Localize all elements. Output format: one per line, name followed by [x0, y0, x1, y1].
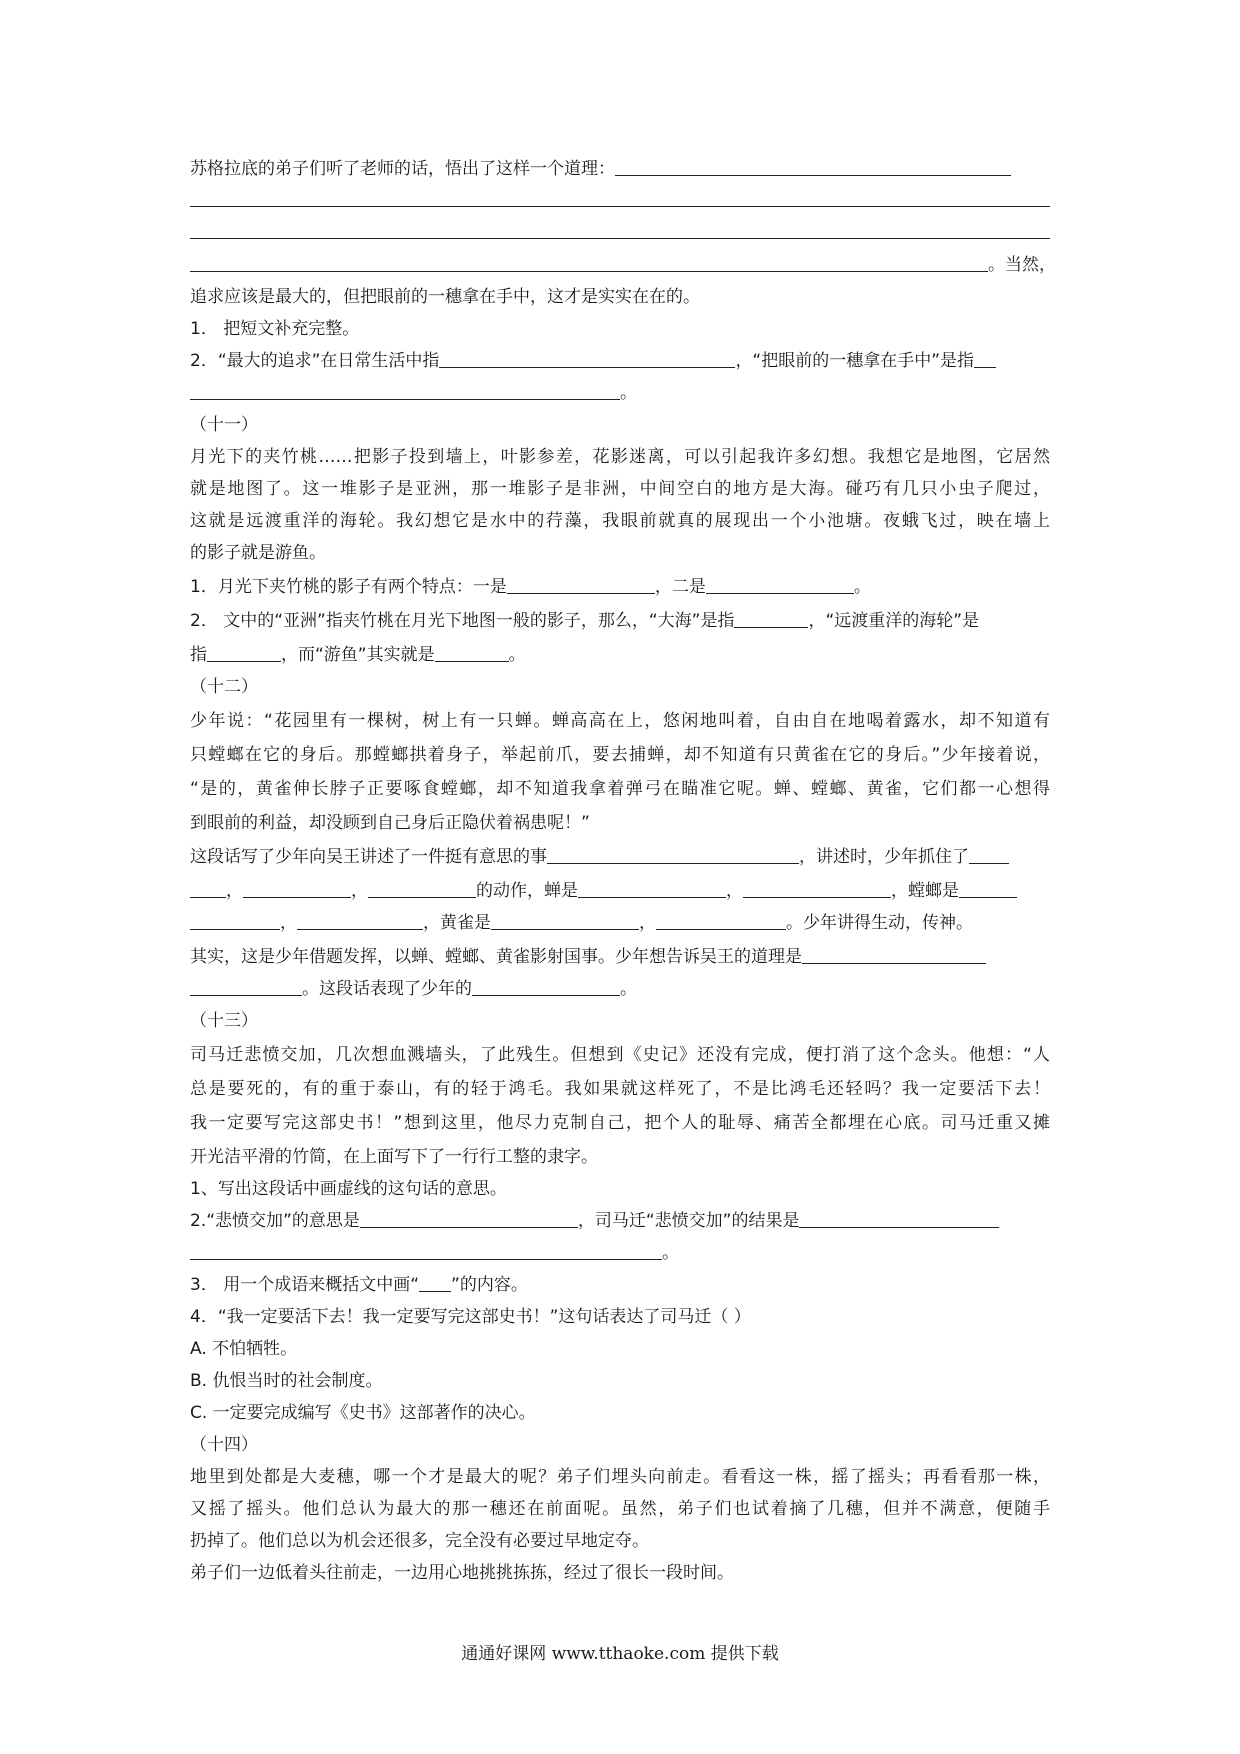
text-line: 弟子们一边低着头往前走，一边用心地挑挑拣拣，经过了很长一段时间。 — [190, 1563, 734, 1583]
text: 其实，这是少年借题发挥，以蝉、螳螂、黄雀影射国事。少年想告诉吴王的道理是 — [190, 947, 802, 967]
answer-blank[interactable] — [706, 576, 854, 594]
answer-blank[interactable] — [974, 350, 996, 368]
answer-blank[interactable] — [472, 978, 620, 996]
page-footer: 通通好课网 www.tthaoke.com 提供下载 — [461, 1644, 779, 1664]
text-line — [190, 846, 1050, 868]
text-line: 只螳螂在它的身后。那螳螂拱着身子，举起前爪，要去捕蝉，却不知道有只黄雀在它的身后。”少年接着说， — [190, 745, 1050, 765]
text: 苏格拉底的弟子们听了老师的话，悟出了这样一个道理： — [190, 159, 615, 179]
answer-blank[interactable] — [656, 912, 786, 930]
text: 。少年讲得生动，传神。 — [786, 913, 973, 933]
text: 。 — [662, 1243, 679, 1263]
text-line — [190, 978, 1050, 1000]
text: 的动作，蝉是 — [476, 881, 578, 901]
text-line: 月光下的夹竹桃……把影子投到墙上，叶影参差，花影迷离，可以引起我许多幻想。我想它是地图，它居然 — [190, 447, 1050, 467]
text-line: 这就是远渡重洋的海轮。我幻想它是水中的荇藻，我眼前就真的展现出一个小池塘。夜蛾飞过，映在墙上 — [190, 511, 1050, 531]
text-line: 我一定要写完这部史书！”想到这里，他尽力克制自己，把个人的耻辱、痛苦全都埋在心底。司马迁重又摊 — [190, 1113, 1050, 1133]
text-line: 的影子就是游鱼。 — [190, 543, 326, 563]
answer-blank[interactable] — [435, 644, 509, 662]
text: 这段话写了少年向吴王讲述了一件挺有意思的事 — [190, 847, 547, 867]
text-line — [190, 880, 1050, 902]
answer-line[interactable] — [190, 238, 1050, 239]
text: 。 — [853, 577, 871, 597]
answer-blank[interactable] — [368, 880, 476, 898]
text: ，“把眼前的一穗拿在手中”是指 — [735, 351, 975, 371]
text: 。当然， — [988, 255, 1056, 275]
text: ，“远渡重洋的海轮”是 — [808, 611, 980, 631]
question — [190, 350, 1050, 372]
answer-blank[interactable] — [419, 1274, 451, 1292]
text: 2．“最大的追求”在日常生活中指 — [190, 351, 440, 371]
section-heading: （十四） — [190, 1435, 258, 1455]
answer-blank[interactable] — [578, 880, 726, 898]
text: 。这段话表现了少年的 — [302, 979, 472, 999]
question — [190, 576, 1050, 598]
text-line: 少年说：“花园里有一棵树，树上有一只蝉。蝉高高在上，悠闲地叫着，自由自在地喝着露水，却不知道有 — [190, 711, 1050, 731]
answer-blank[interactable] — [743, 880, 891, 898]
text: ”的内容。 — [451, 1275, 528, 1295]
text-line — [190, 1242, 1050, 1264]
text-line: 到眼前的利益，却没顾到自己身后正隐伏着祸患呢！” — [190, 813, 590, 833]
text: ， — [639, 913, 656, 933]
text: 2． 文中的“亚洲”指夹竹桃在月光下地图一般的影子，那么，“大海”是指 — [190, 611, 735, 631]
text-line: 总是要死的，有的重于泰山，有的轻于鸿毛。我如果就这样死了，不是比鸿毛还轻吗？我一定要活下去！ — [190, 1079, 1050, 1099]
answer-blank[interactable] — [190, 1242, 662, 1260]
answer-blank[interactable] — [802, 946, 986, 964]
text: ，司马迁“悲愤交加”的结果是 — [577, 1211, 800, 1231]
answer-line[interactable] — [190, 206, 1050, 207]
answer-blank[interactable] — [491, 912, 639, 930]
question — [190, 1274, 1050, 1296]
text: ，而“游鱼”其实就是 — [281, 645, 435, 665]
section-heading: （十一） — [190, 415, 258, 435]
section-heading: （十二） — [190, 677, 258, 697]
text: ，螳螂是 — [891, 881, 959, 901]
text: ， — [280, 913, 297, 933]
answer-blank[interactable] — [207, 644, 281, 662]
choice-option[interactable]: C. 一定要完成编写《史书》这部著作的决心。 — [190, 1403, 536, 1423]
question — [190, 610, 1050, 632]
text: 。 — [620, 979, 637, 999]
text: 。 — [620, 383, 637, 403]
text-line: 就是地图了。这一堆影子是亚洲，那一堆影子是非洲，中间空白的地方是大海。碰巧有几只小虫子爬过， — [190, 479, 1050, 499]
answer-blank[interactable] — [615, 158, 1011, 176]
answer-blank[interactable] — [190, 880, 226, 898]
text-line — [190, 254, 1056, 276]
text-line: 司马迁悲愤交加，几次想血溅墙头，了此残生。但想到《史记》还没有完成，便打消了这个念头。他想：“人 — [190, 1045, 1050, 1065]
text: ， — [226, 881, 243, 901]
text: ，黄雀是 — [423, 913, 491, 933]
text-line: 又摇了摇头。他们总认为最大的那一穗还在前面呢。虽然，弟子们也试着摘了几穗，但并不满意，便随手 — [190, 1499, 1050, 1519]
text-line: 追求应该是最大的，但把眼前的一穗拿在手中，这才是实实在在的。 — [190, 287, 700, 307]
text-line — [190, 912, 1050, 934]
text: 1．月光下夹竹桃的影子有两个特点：一是 — [190, 577, 507, 597]
text-line: 开光洁平滑的竹简，在上面写下了一行行工整的隶字。 — [190, 1147, 598, 1167]
text: 指 — [190, 645, 207, 665]
text: ，讲述时，少年抓住了 — [799, 847, 969, 867]
answer-blank[interactable] — [439, 350, 735, 368]
text-line: 扔掉了。他们总以为机会还很多，完全没有必要过早地定夺。 — [190, 1531, 649, 1551]
answer-blank[interactable] — [507, 576, 655, 594]
answer-blank[interactable] — [190, 382, 620, 400]
text: ， — [726, 881, 743, 901]
text-line — [190, 644, 1050, 666]
choice-option[interactable]: B. 仇恨当时的社会制度。 — [190, 1371, 383, 1391]
question: 1、写出这段话中画虚线的这句话的意思。 — [190, 1179, 507, 1199]
text: 3． 用一个成语来概括文中画“ — [190, 1275, 420, 1295]
text: 2.“悲愤交加”的意思是 — [190, 1211, 360, 1231]
text-line: “是的，黄雀伸长脖子正要啄食螳螂，却不知道我拿着弹弓在瞄准它呢。蝉、螳螂、黄雀，它们都一心想得 — [190, 779, 1050, 799]
text-line — [190, 158, 1050, 180]
answer-blank[interactable] — [799, 1210, 999, 1228]
question: 4．“我一定要活下去！我一定要写完这部史书！”这句话表达了司马迁（ ） — [190, 1307, 751, 1327]
answer-blank[interactable] — [297, 912, 423, 930]
answer-blank[interactable] — [190, 912, 280, 930]
answer-blank[interactable] — [734, 610, 808, 628]
question — [190, 1210, 1050, 1232]
answer-blank[interactable] — [360, 1210, 578, 1228]
text-line — [190, 382, 1050, 404]
answer-blank[interactable] — [547, 846, 799, 864]
answer-blank[interactable] — [190, 978, 302, 996]
answer-blank[interactable] — [959, 880, 1017, 898]
choice-option[interactable]: A. 不怕牺牲。 — [190, 1339, 298, 1359]
answer-blank[interactable] — [969, 846, 1009, 864]
question: 1． 把短文补充完整。 — [190, 319, 360, 339]
text: ， — [351, 881, 368, 901]
text: ，二是 — [654, 577, 706, 597]
answer-blank[interactable] — [243, 880, 351, 898]
text-line — [190, 946, 1050, 968]
section-heading: （十三） — [190, 1011, 258, 1031]
text: 。 — [508, 645, 526, 665]
answer-blank[interactable] — [190, 254, 988, 272]
text-line: 地里到处都是大麦穗，哪一个才是最大的呢？弟子们埋头向前走。看看这一株，摇了摇头；再看看那一株， — [190, 1467, 1050, 1487]
